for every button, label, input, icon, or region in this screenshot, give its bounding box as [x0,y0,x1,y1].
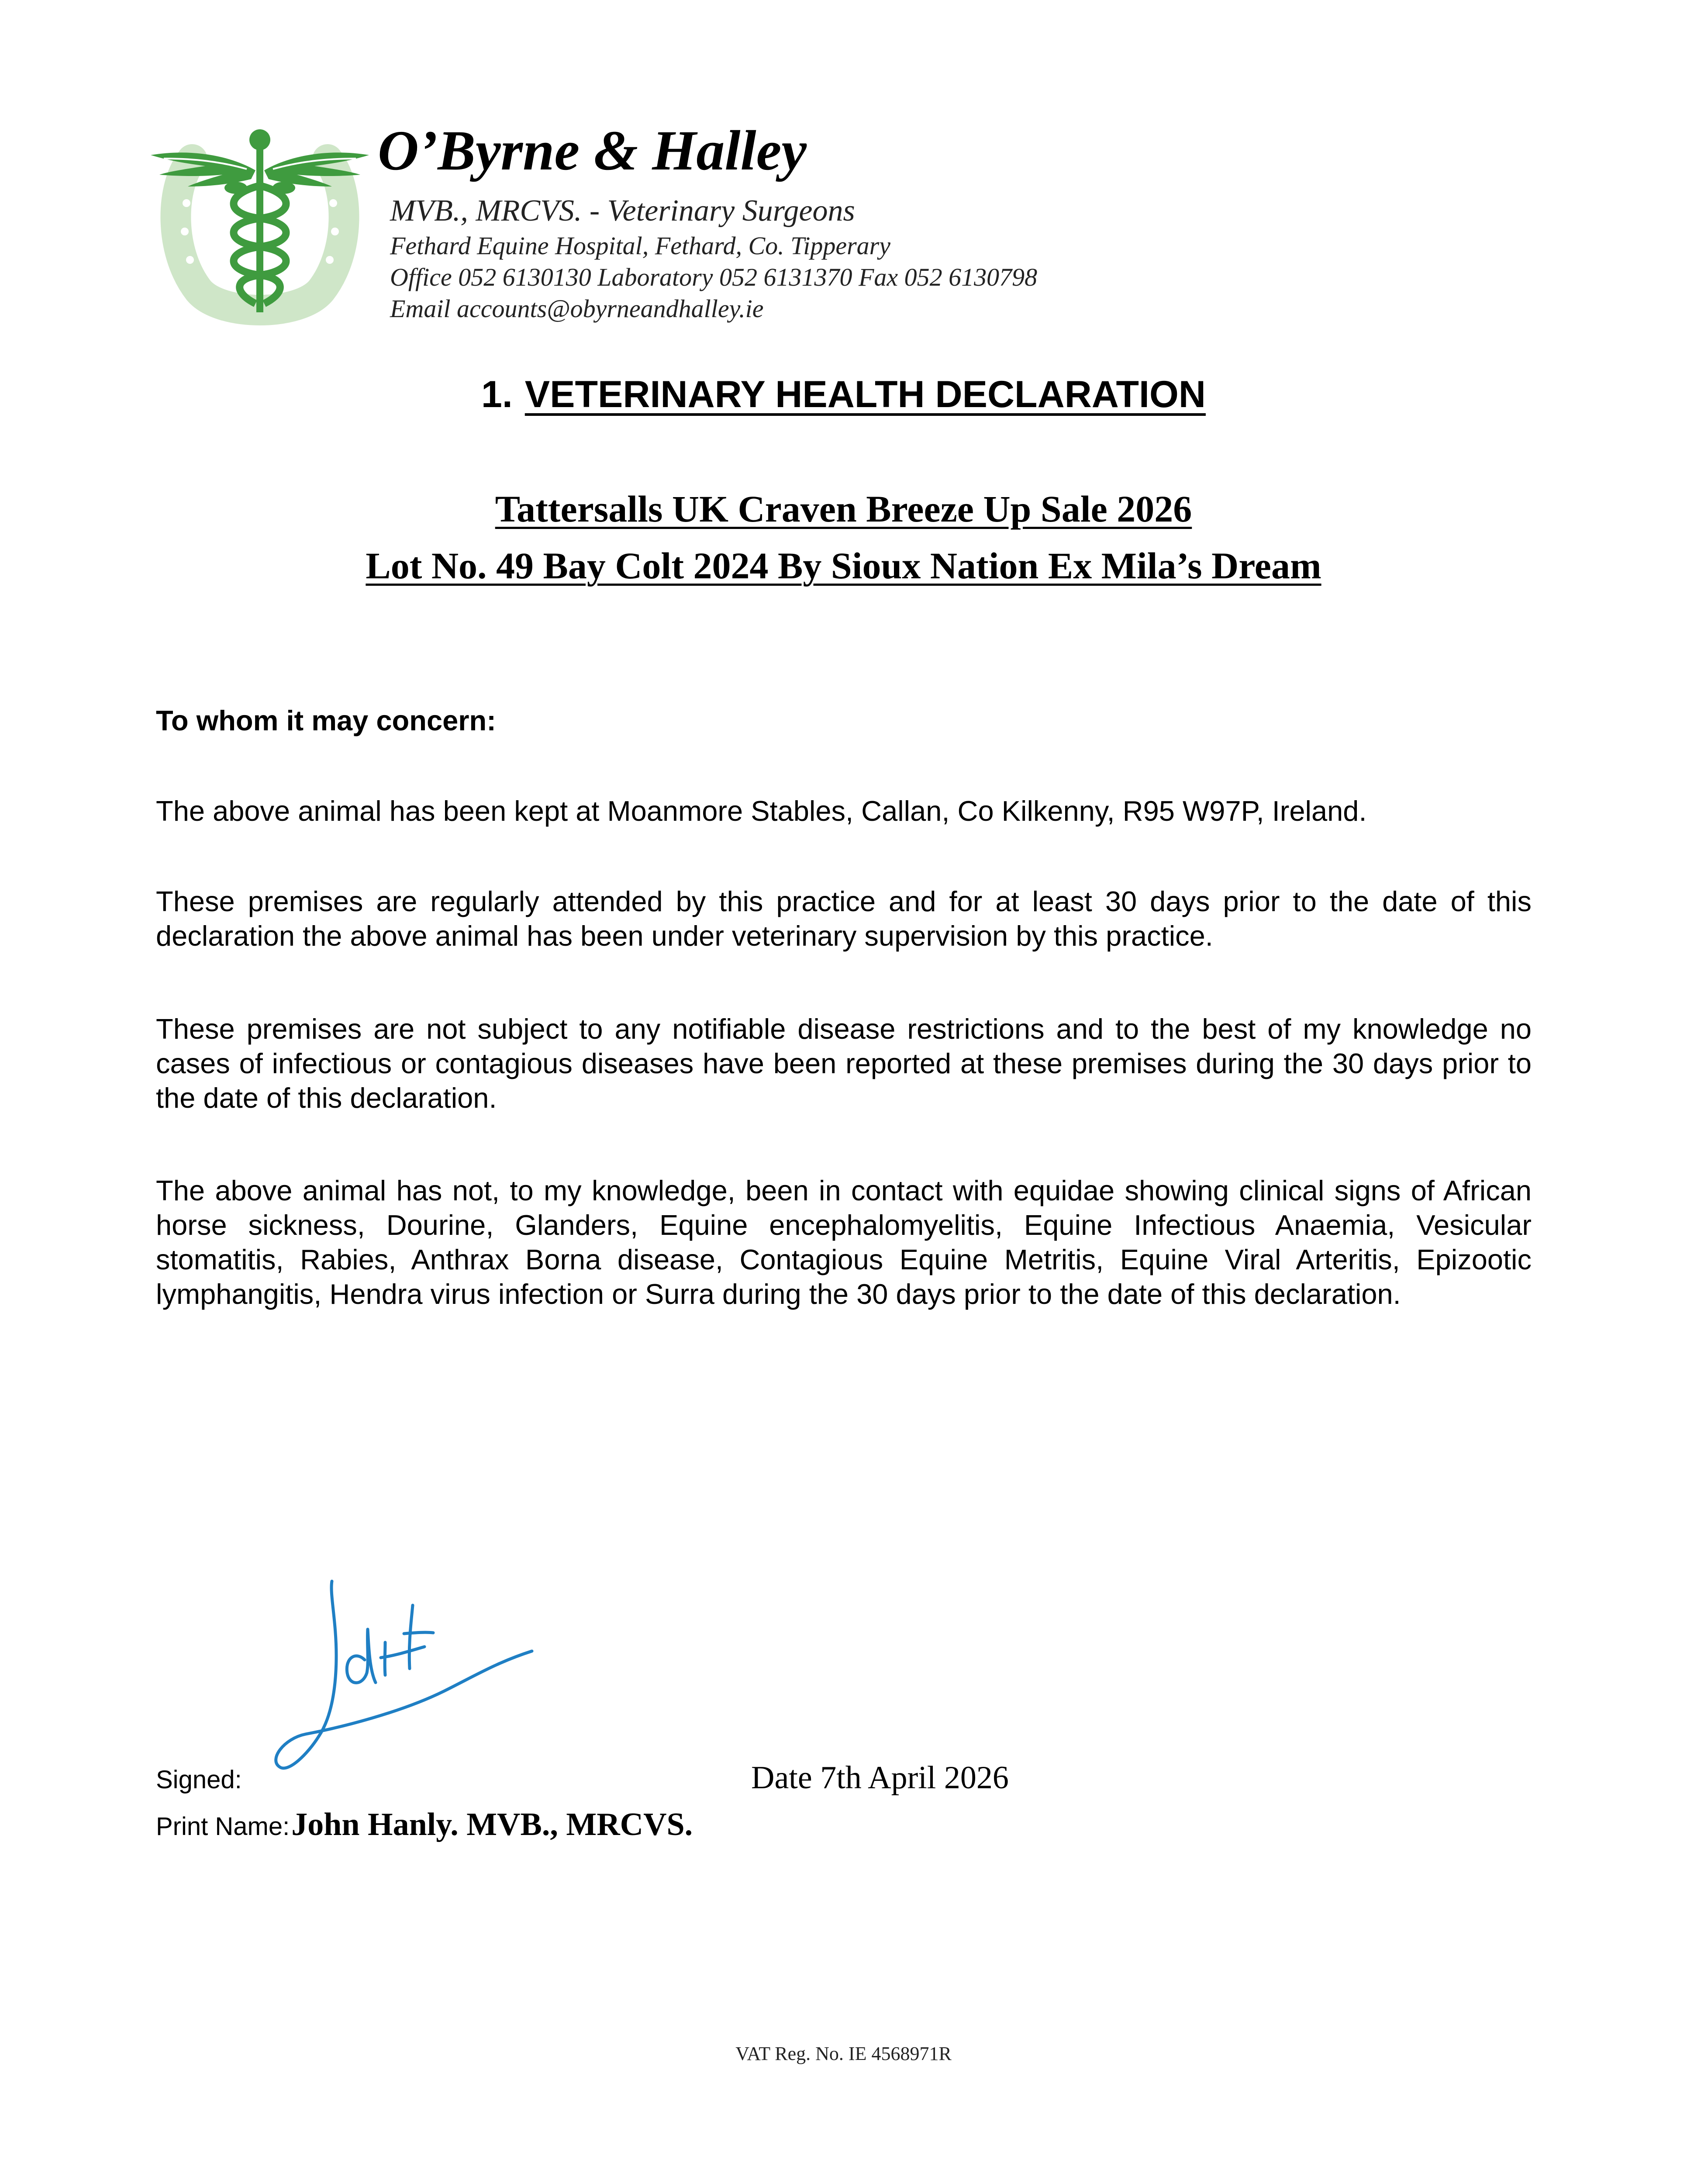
paragraph-disease-restrictions: These premises are not subject to any notifiable disease restrictions and to the best of my knowledge no cases of infectious or contagious diseases have been reported at these premises during the 30 days prior to the date of this declaration. [156,1013,1532,1114]
lot-title: Lot No. 49 Bay Colt 2024 By Sioux Nation Ex Mila’s Dream [366,545,1321,587]
paragraph-contact-declaration: The above animal has not, to my knowledge, been in contact with equidae showing clinical signs of African horse sickness, Dourine, Glanders, Equine encephalomyelitis, Equine Infectious Anaemia, Vesicular stomatitis, Rabies, Anthrax Borna disease, Contagious Equine Metritis, Equine Viral Arteritis, Epizootic lymphangitis, Hendra virus infection or Surra during the 30 days prior to the date of this declaration. [156,1175,1532,1310]
practice-name: O’Byrne & Halley [378,119,807,182]
practice-logo [146,120,373,325]
signed-label: Signed: [156,1766,242,1794]
paragraph-supervision: These premises are regularly attended by this practice and for at least 30 days prior to the date of this declaration the above animal has been under veterinary supervision by this practice. [156,885,1532,952]
paragraph-premises: The above animal has been kept at Moanmore Stables, Callan, Co Kilkenny, R95 W97P, Ireland. [156,795,1367,827]
vat-registration: VAT Reg. No. IE 4568971R [735,2043,952,2064]
heading-title: VETERINARY HEALTH DECLARATION [524,373,1206,415]
practice-qualifications: MVB., MRCVS. - Veterinary Surgeons [390,194,855,228]
print-name-row [156,1806,693,1843]
caduceus-horseshoe-icon [146,120,373,325]
declaration-date: Date 7th April 2026 [751,1760,1009,1796]
print-name-value: John Hanly. MVB., MRCVS. [291,1807,693,1842]
heading-number: 1. [481,373,513,415]
practice-email: Email accounts@obyrneandhalley.ie [390,294,764,323]
print-name-label: Print Name: [156,1812,290,1841]
salutation: To whom it may concern: [156,705,496,736]
practice-address: Fethard Equine Hospital, Fethard, Co. Tipperary [390,232,890,260]
practice-phone-numbers: Office 052 6130130 Laboratory 052 6131370 Fax 052 6130798 [390,263,1038,291]
handwritten-signature [271,1568,542,1787]
sale-title: Tattersalls UK Craven Breeze Up Sale 2026 [495,488,1192,530]
document-heading [0,370,1687,418]
